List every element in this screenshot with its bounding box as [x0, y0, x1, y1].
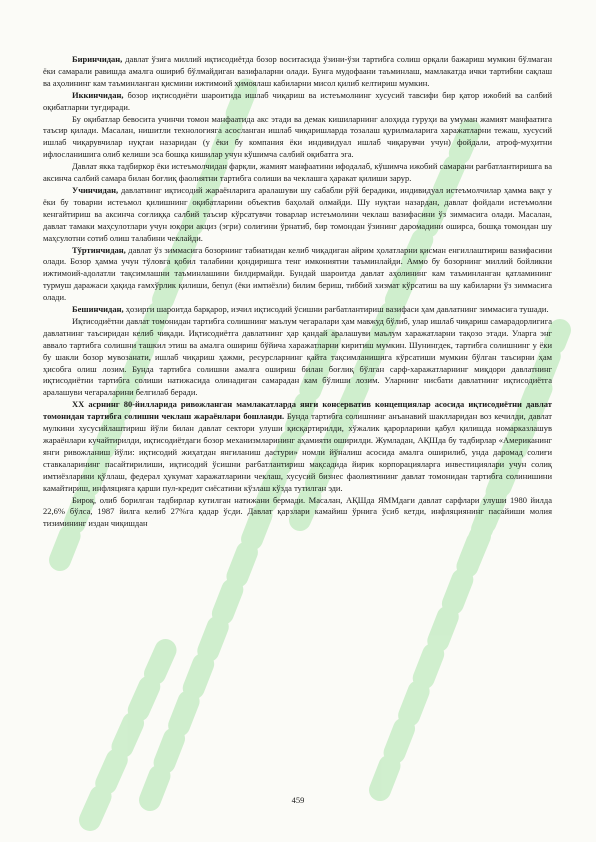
- paragraph-text: Бу оқибатлар бевосита учинчи томон манфаатида акс этади ва демак кишиларнинг алоҳида гуруҳи ва умуман жамият манфаатига таъсир қилади. Масалан, нишитли технологияга асосланган ишлаб чиқаришларда тозалаш қурилмаларига харажатларни тежаш, хусусий ишлаб чиқарувчилар нуқтаи назаридан (у ёки бу компания ёки индивидуал ишлаб чиқарувчи учун) фойдали, атроф-муҳитни ифлосланишига олиб келиши эса бошқа кишилар учун кўшимча салбий оқибатга эга.: [43, 113, 552, 160]
- paragraph-lead: Тўртинчидан,: [72, 244, 126, 255]
- paragraph-text: давлат ўзига миллий иқтисодиётда бозор воситасида ўзини-ўзи тартибга солиш орқали бажариш мумкин бўлмаган ёки самарали равишда амалга ошириб бўлмайдиган вазифаларни олади. Бунга мудофаани таъминлаш, мамлакатда ички тартибни сақлаш ва аҳолининг кам таъминланган қисмини ижтимоий ҳимоялаш кабиларни мисол қилиб келтириш мумкин.: [43, 54, 552, 88]
- paragraph-lead: Иккинчидан,: [72, 89, 124, 100]
- paragraph-text: бозор иқтисодиёти шароитида ишлаб чиқариш ва истеъмолнинг хусусий тавсифи бир қатор ижобий ва салбий оқибатларни туғдиради.: [43, 89, 552, 112]
- page-number: 459: [291, 795, 305, 805]
- paragraph: [43, 114, 552, 162]
- paragraph-lead: Бешинчидан,: [72, 304, 124, 315]
- paragraph: [43, 245, 552, 305]
- paragraph-text: давлат ўз зиммасига бозорнинг табиатидан келиб чиқадиган айрим ҳолатларни қисман енгиллаштириш вазифасини олади. Бозор ҳамма учун тўловга қобил талабини қондиришга тенг имкониятни таъминлайди. Аммо бу бозорнинг миллий бойликни ижтимоий-адолатли тақсимлашни таъминлашини билдирмайди. Бундай шароитда давлат аҳолининг кам таъминланган қатламининг турмуш даражаси ҳақида ғамхўрлик қилиши, бепул (ёки имтиёзли) билим бериш, тиббий хизмат кўрсатиш ва шу кабиларни ўз зиммасига олади.: [43, 244, 552, 303]
- paragraph: [43, 399, 552, 494]
- paragraph: [43, 161, 552, 185]
- paragraph-lead: Учинчидан,: [72, 184, 119, 195]
- body-text: [43, 54, 552, 530]
- paragraph: [43, 304, 552, 316]
- paragraph-lead: Биринчидан,: [72, 54, 123, 64]
- paragraph-text: Иқтисодиётни давлат томонидан тартибга солишнинг маълум чегаралари ҳам мавжуд бўлиб, улар ишлаб чиқариш самарадорлигига давлатнинг таъсиридан келиб чиқади. Иқтисодиётга давлатнинг ҳар қандай аралашуви маълум харажатларни тақозо этади. Уларга энг аввало тартибга солишни ташкил этиш ва амалга ошириш бўйича харажатларни киритиш мумкин. Шунингдек, тартибга солишнинг у ёки бу шакли бозор мувозанати, ишлаб чиқариш ҳажми, ресурсларнинг қайта тақсимланишига кўрсатиши мумкин бўлган таъсирни ҳам ҳисобга олиш лозим. Бунда тартибга солишни амалга ошириш билан боғлиқ бўлган сарф-харажатларнинг миқдори давлатнинг иқтисодиётни тартибга солиши натижасида олинадиган самарадан кам бўлиши лозим. Уларнинг нисбати давлатнинг иқтисодиётга аралашуви чегараларини белгилаб беради.: [43, 315, 552, 398]
- watermark-stroke: [90, 640, 170, 820]
- paragraph: [43, 54, 552, 90]
- paragraph-lead: ХХ асрнинг 80-йилларида ривожланган мамлакатларда янги консерватив концепциялар асосида иқтисодиётни давлат томонидан тартибга солишни чеклаш жараёнлари бошланди.: [43, 399, 552, 422]
- paragraph-text: Бироқ, олиб борилган тадбирлар кутилган натижани бермади. Масалан, АҚШда ЯММдаги давлат сарфлари улуши 1980 йилда 22,6% бўлса, 1987 йилга келиб 27%га қадар ўсди. Давлат қарзлари камайиш ўрнига ўсиб кетди, инфляциянинг пасайиши молия тизимининг издан чиқишдан: [43, 494, 552, 529]
- paragraph-text: Бунда тартибга солишнинг анъанавий шаклларидан воз кечилди, давлат мулкини хусусийлаштириш йўли билан давлат сектори улуши қисқартирилди, хўжалик қарорларини қабул қилишда номарказлашув жараёнлари кучайтирилди, иқтисодиётдаги бозор механизмларининг аҳамияти оширилди. Жумладан, АҚШда бу тадбирлар «Американинг янги ривожланиш йўли: иқтисодий жиҳатдан янгиланиш дастури» номли йўналиш асосида амалга оширилиб, унда даромад солиғи ставкаларининг пасайтирилиши, иқтисодий ўсишни рағбатлантириш мақсадида йирик корпорацияларга инвестициялари учун солиқ имтиёзларини қўллаш, федерал ҳукумат харажатларини чеклаш, хусусий бизнес фаолиятининг давлат томонидан тартибга солинишини камайтириш, инфляцияга қарши пул-кредит сиёсатини кўзлаш кўзда тутилган эди.: [43, 411, 552, 493]
- paragraph: [43, 90, 552, 114]
- paragraph: [43, 495, 552, 531]
- paragraph-text: давлатнинг иқтисодий жараёнларига аралашуви шу сабабли рўй берадики, индивидуал истеъмолчилар ҳамма вақт у ёки бу товарни истеъмол қилишнинг оқибатларини объектив баҳолай олмайди. Шу нуқтаи назардан, давлат фойдали истеъмолни кенгайтириш ва аксинча соғлиққа салбий таъсир кўрсатувчи товарлар истеъмолини чеклаш вазифасини ўз зиммасига олади. Масалан, давлат тамаки маҳсулотлари учун юқори акциз (эгри) солиғини ўрнатиб, бир томондан ўзининг даромадини оширса, бошқа томондан шу маҳсулотни сотиб олиш талабини чеклайди.: [43, 184, 552, 243]
- paragraph-text: ҳозирги шароитда барқарор, изчил иқтисодий ўсишни рағбатлантириш вазифаси ҳам давлатнинг зиммасига тушади.: [123, 304, 549, 315]
- paragraph: [43, 185, 552, 245]
- paragraph: [43, 316, 552, 399]
- paragraph-text: Давлат якка тадбиркор ёки истеъмолчидан фарқли, жамият манфаатини ифодалаб, кўшимча ижобий самарани рағбатлантиришга ва аксинча салбий самара билан боғлиқ фаолиятни тартибга солиши ва чеклашга ҳаракат қилиши зарур.: [43, 161, 552, 184]
